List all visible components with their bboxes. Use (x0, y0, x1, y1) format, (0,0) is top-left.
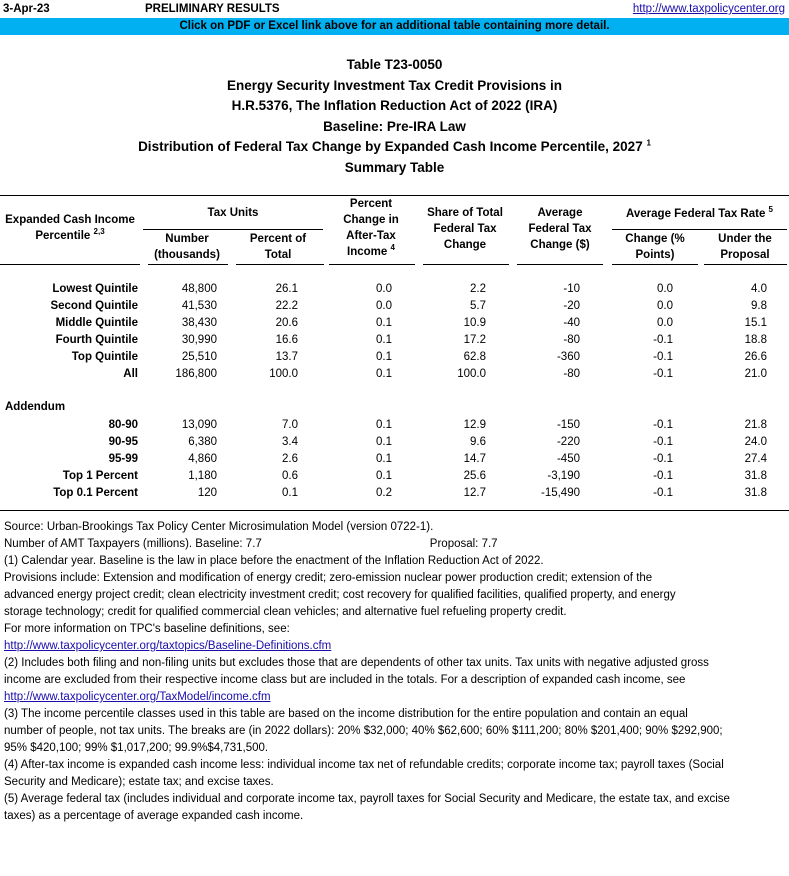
header-avg-change: Average Federal Tax Change ($) (528, 207, 592, 251)
header-tax-units: Tax Units (207, 207, 259, 219)
col-rule-pct-change (329, 264, 415, 265)
cell-rate-change: -0.1 (653, 470, 673, 482)
cell-number: 38,430 (181, 317, 217, 329)
cell-rate-change: 0.0 (657, 283, 673, 295)
footnote-3-line-1: (3) The income percentile classes used in this table are based on the income distribution for the entire population and contain an equal (4, 708, 688, 720)
cell-number: 30,990 (181, 334, 217, 346)
cell-pct-total: 7.0 (282, 419, 298, 431)
cell-rate: 15.1 (744, 317, 767, 329)
cell-pct-change: 0.1 (376, 419, 392, 431)
footnote-5-line-2: taxes) as a percentage of average expanded cash income. (4, 810, 304, 822)
table-title-block (0, 55, 789, 179)
amt-note: Number of AMT Taxpayers (millions). Baseline: 7.7 Proposal: 7.7 (4, 538, 498, 550)
cell-avg-change: -20 (563, 300, 580, 312)
cell-share: 14.7 (463, 453, 486, 465)
cell-pct-change: 0.1 (376, 453, 392, 465)
cell-rate: 26.6 (744, 351, 767, 363)
cell-share: 5.7 (470, 300, 486, 312)
cell-rate: 24.0 (744, 436, 767, 448)
cell-avg-change: -360 (556, 351, 580, 363)
cell-rate-change: 0.0 (657, 300, 673, 312)
header-income: Expanded Cash Income Percentile $^{2,3}$ (5, 214, 135, 242)
cell-share: 100.0 (457, 368, 486, 380)
col-rule-share (423, 264, 509, 265)
cell-rate: 21.8 (744, 419, 767, 431)
table-bottom-rule (0, 510, 789, 511)
footnote-3-line-3: 95% $420,100; 99% $1,017,200; 99.9%$4,731,500. (4, 742, 269, 754)
header-number: Number (thousands) (154, 233, 220, 261)
cell-pct-total: 16.6 (275, 334, 298, 346)
cell-rate-change: 0.0 (657, 317, 673, 329)
col-rule-income (0, 264, 140, 265)
col-rule-rate (704, 264, 787, 265)
income-definition-link[interactable]: http://www.taxpolicycenter.org/TaxModel/income.cfm (4, 691, 271, 703)
cell-share: 12.7 (463, 487, 486, 499)
cell-number: 6,380 (188, 436, 217, 448)
cell-avg-change: -150 (556, 419, 580, 431)
footnote-5-line-1: (5) Average federal tax (includes individual and corporate income tax, payroll taxes for Social Security and Medicare, the estate tax, and excise (4, 793, 730, 805)
footnote-3-line-2: number of people, not tax units. The breaks are (in 2022 dollars): 20% $32,000; 40% $62,600; 60% $111,200; 80% $201,400; 90% $292,900; (4, 725, 723, 737)
cell-pct-change: 0.2 (376, 487, 392, 499)
provisions-line-3: storage technology; credit for qualified commercial clean vehicles; and alternative fuel refueling property credit. (4, 606, 567, 618)
cell-share: 9.6 (470, 436, 486, 448)
row-label: Top 1 Percent (62, 470, 138, 482)
row-label: Top Quintile (71, 351, 138, 363)
header-share: Share of Total Federal Tax Change (427, 207, 503, 251)
cell-pct-total: 2.6 (282, 453, 298, 465)
table-baseline: Baseline: Pre-IRA Law (323, 118, 466, 134)
table-summary-label: Summary Table (344, 159, 445, 175)
cell-avg-change: -15,490 (540, 487, 580, 499)
cell-pct-total: 3.4 (282, 436, 298, 448)
status-label: PRELIMINARY RESULTS (145, 3, 280, 15)
cell-rate-change: -0.1 (653, 419, 673, 431)
table-title: Energy Security Investment Tax Credit Provisions in (226, 77, 563, 93)
cell-pct-total: 13.7 (275, 351, 298, 363)
table-title-act: H.R.5376, The Inflation Reduction Act of 2022 (IRA) (231, 98, 558, 114)
addendum-label: Addendum (5, 401, 66, 413)
top-header (0, 0, 789, 18)
cell-pct-change: 0.0 (376, 283, 392, 295)
cell-rate: 21.0 (744, 368, 767, 380)
cell-number: 48,800 (181, 283, 217, 295)
row-label: Second Quintile (50, 300, 138, 312)
cell-rate: 31.8 (744, 470, 767, 482)
report-date: 3-Apr-23 (3, 3, 50, 15)
footnote-ref: 1 (646, 138, 651, 148)
cell-share: 2.2 (470, 283, 486, 295)
cell-rate: 9.8 (751, 300, 767, 312)
header-rate-change: Change (% Points) (625, 233, 685, 261)
cell-rate-change: -0.1 (653, 334, 673, 346)
cell-number: 25,510 (181, 351, 217, 363)
cell-number: 120 (197, 487, 217, 499)
cell-pct-change: 0.1 (376, 436, 392, 448)
cell-pct-change: 0.1 (376, 470, 392, 482)
cell-share: 17.2 (463, 334, 486, 346)
cell-avg-change: -450 (556, 453, 580, 465)
cell-rate: 4.0 (751, 283, 767, 295)
more-info-note: For more information on TPC's baseline definitions, see: (4, 623, 290, 635)
cell-rate: 27.4 (744, 453, 767, 465)
col-rule-number (148, 264, 228, 265)
cell-rate: 18.8 (744, 334, 767, 346)
cell-number: 4,860 (188, 453, 217, 465)
cell-pct-total: 22.2 (275, 300, 298, 312)
row-label: 90-95 (108, 436, 138, 448)
header-pct-change: Percent Change in After-Tax Income $^4$ (343, 198, 399, 258)
tax-units-rule (143, 229, 323, 230)
col-rule-pct-total (236, 264, 324, 265)
cell-share: 62.8 (463, 351, 486, 363)
cell-number: 41,530 (181, 300, 217, 312)
footnote-2-line-2: income are excluded from their respective income class but are included in the totals. For a description of expanded cash income, see (4, 674, 686, 686)
provisions-line-1: Provisions include: Extension and modification of energy credit; zero-emission nuclear power production credit; extension of the (4, 572, 653, 584)
cell-avg-change: -40 (563, 317, 580, 329)
cell-number: 186,800 (175, 368, 217, 380)
footnote-4-line-2: Security and Medicare); estate tax; and excise taxes. (4, 776, 274, 788)
row-label: 80-90 (108, 419, 138, 431)
avg-rate-rule (612, 229, 787, 230)
cell-rate-change: -0.1 (653, 453, 673, 465)
cell-rate-change: -0.1 (653, 368, 673, 380)
cell-share: 10.9 (463, 317, 486, 329)
header-rate-proposal: Under the Proposal (718, 233, 772, 261)
cell-avg-change: -10 (563, 283, 580, 295)
cell-avg-change: -80 (563, 334, 580, 346)
row-label: Top 0.1 Percent (53, 487, 138, 499)
row-label: Lowest Quintile (52, 283, 138, 295)
cell-pct-change: 0.1 (376, 368, 392, 380)
header-avg-rate: Average Federal Tax Rate $^5$ (626, 205, 773, 220)
row-label: Fourth Quintile (55, 334, 138, 346)
col-rule-avg-change (517, 264, 603, 265)
cell-pct-total: 0.1 (282, 487, 298, 499)
footnote-4-line-1: (4) After-tax income is expanded cash income less: individual income tax net of refundable credits; corporate income tax; payroll taxes (Social (4, 759, 724, 771)
info-banner: Click on PDF or Excel link above for an additional table containing more detail. (0, 18, 789, 35)
cell-pct-change: 0.1 (376, 334, 392, 346)
footnotes (4, 519, 788, 825)
footnote-1: (1) Calendar year. Baseline is the law in place before the enactment of the Inflation Reduction Act of 2022. (4, 555, 544, 567)
row-label: Middle Quintile (55, 317, 138, 329)
cell-pct-total: 100.0 (269, 368, 298, 380)
table-number: Table T23-0050 (346, 57, 443, 72)
header-percent-total: Percent of Total (249, 233, 307, 261)
cell-share: 25.6 (463, 470, 486, 482)
table-subtitle: Distribution of Federal Tax Change by Expanded Cash Income Percentile, 2027 $^1$ (138, 138, 651, 155)
cell-pct-change: 0.1 (376, 317, 392, 329)
cell-rate: 31.8 (744, 487, 767, 499)
cell-rate-change: -0.1 (653, 351, 673, 363)
cell-number: 1,180 (188, 470, 217, 482)
cell-pct-total: 0.6 (282, 470, 298, 482)
cell-rate-change: -0.1 (653, 436, 673, 448)
footnote-2-line-1: (2) Includes both filing and non-filing units but excludes those that are dependents of other tax units. Tax units with negative adjusted gross (4, 657, 709, 669)
cell-pct-change: 0.1 (376, 351, 392, 363)
cell-share: 12.9 (463, 419, 486, 431)
cell-avg-change: -80 (563, 368, 580, 380)
cell-pct-change: 0.0 (376, 300, 392, 312)
cell-rate-change: -0.1 (653, 487, 673, 499)
tpc-website-link[interactable]: http://www.taxpolicycenter.org (632, 3, 785, 15)
row-label: 95-99 (108, 453, 138, 465)
col-rule-rate-change (612, 264, 698, 265)
cell-pct-total: 20.6 (275, 317, 298, 329)
provisions-line-2: advanced energy project credit; clean electricity investment credit; cost recovery for qualified facilities, qualified property, and energy (4, 589, 676, 601)
row-label: All (123, 368, 138, 380)
source-note: Source: Urban-Brookings Tax Policy Center Microsimulation Model (version 0722-1). (4, 521, 434, 533)
cell-number: 13,090 (181, 419, 217, 431)
cell-avg-change: -220 (556, 436, 580, 448)
cell-pct-total: 26.1 (275, 283, 298, 295)
cell-avg-change: -3,190 (547, 470, 580, 482)
baseline-definitions-link[interactable]: http://www.taxpolicycenter.org/taxtopics/Baseline-Definitions.cfm (4, 640, 332, 652)
